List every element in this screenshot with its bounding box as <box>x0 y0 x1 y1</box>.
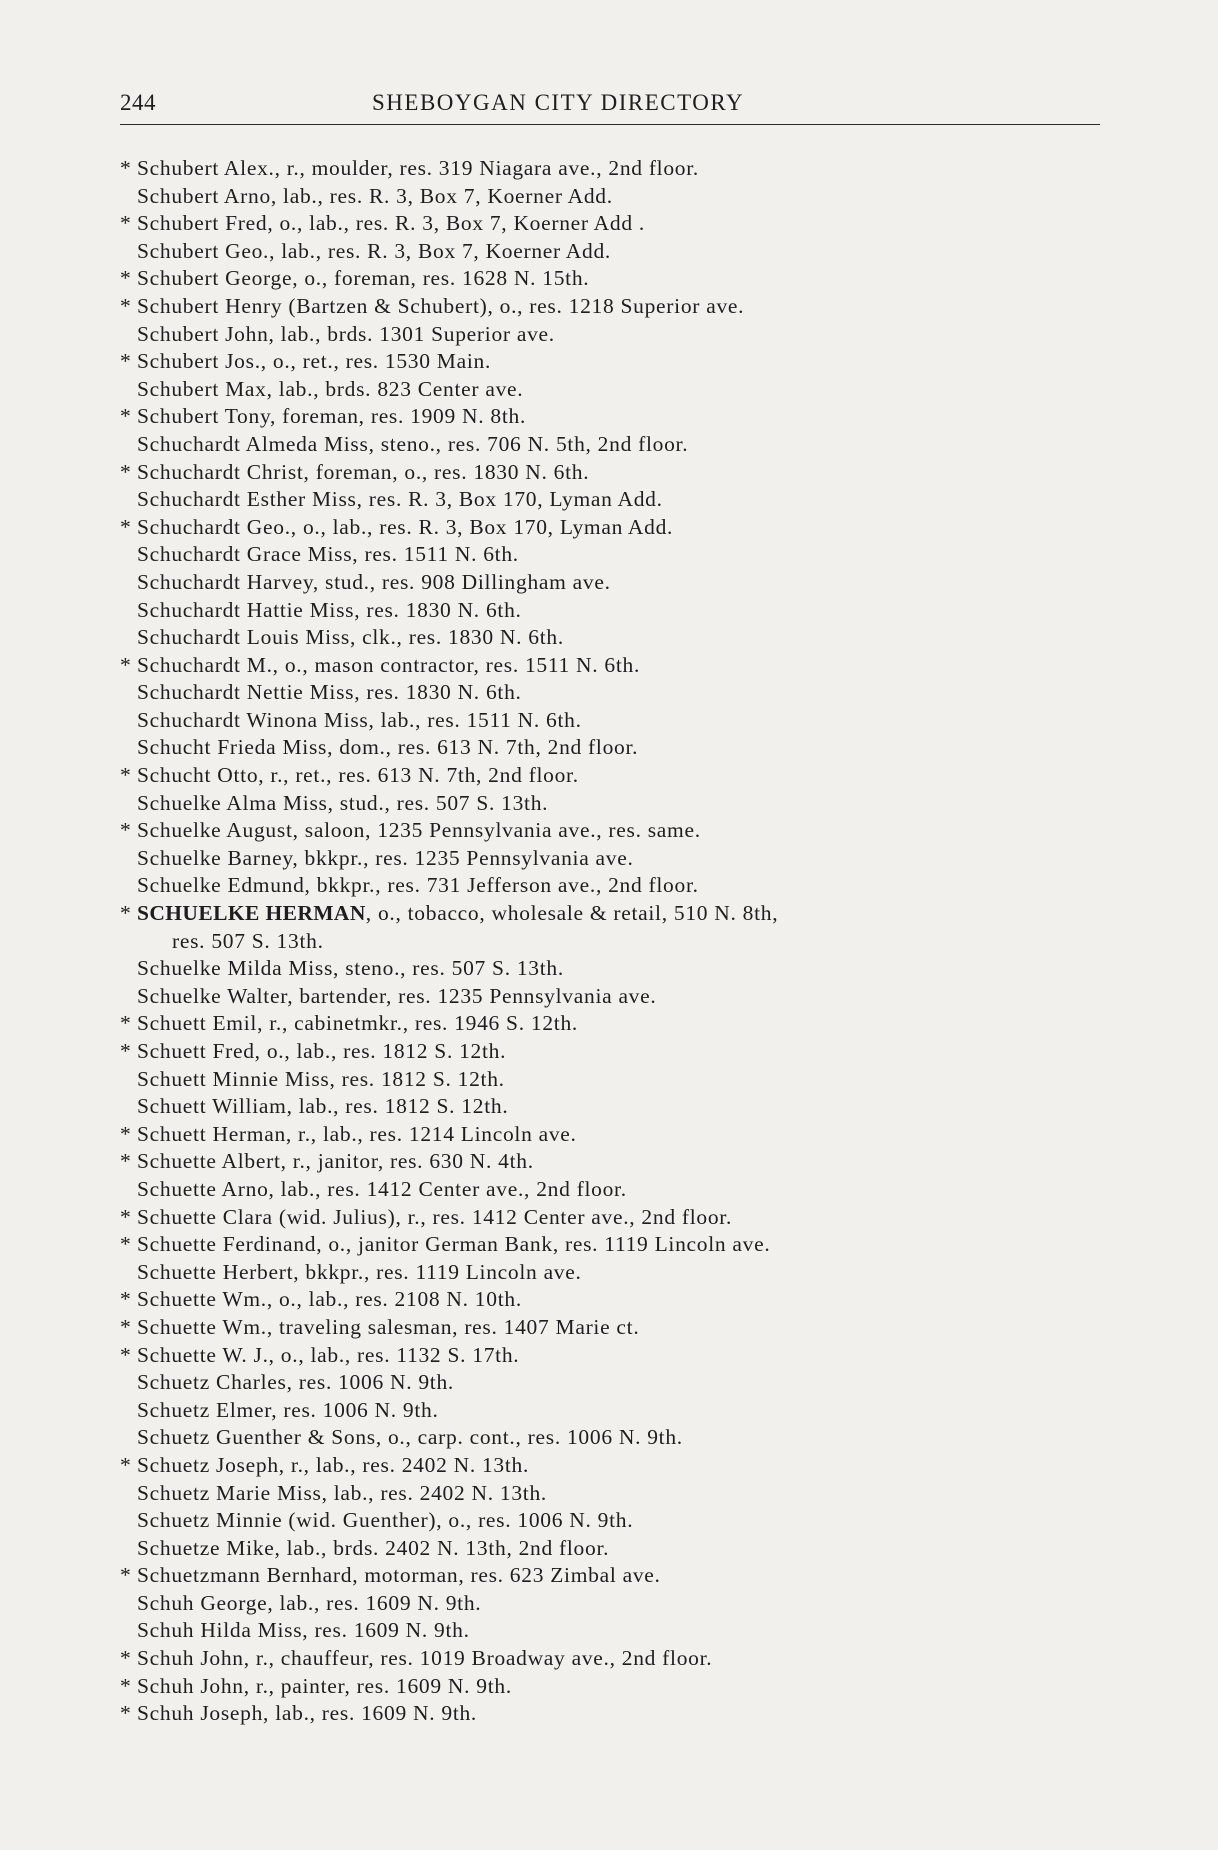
directory-entry <box>120 486 1110 514</box>
directory-entry <box>120 1590 1110 1618</box>
entry-details: Mike, lab., brds. 2402 N. 13th, 2nd floor. <box>220 1535 610 1560</box>
entry-details: Joseph, r., lab., res. 2402 N. 13th. <box>209 1452 530 1477</box>
entry-details: Joseph, lab., res. 1609 N. 9th. <box>194 1701 478 1726</box>
entry-surname: Schuchardt <box>137 569 241 594</box>
entry-surname: Schuette <box>137 1149 217 1174</box>
directory-entry <box>120 183 1110 211</box>
entry-details: Grace Miss, res. 1511 N. 6th. <box>240 542 519 567</box>
entry-surname: Schuette <box>137 1232 217 1257</box>
voter-mark: * <box>120 266 132 291</box>
entry-surname: Schuett <box>137 1066 207 1091</box>
directory-entry <box>120 1342 1110 1370</box>
entry-surname: Schuett <box>137 1039 207 1063</box>
entry-surname: Schuett <box>137 1094 207 1119</box>
entry-details: George, lab., res. 1609 N. 9th. <box>194 1590 482 1615</box>
directory-entry <box>120 1176 1110 1204</box>
directory-entry <box>120 900 1110 955</box>
entry-details: Henry (Bartzen & Schubert), o., res. 1218 Superior ave. <box>219 293 745 318</box>
entry-details: W. J., o., lab., res. 1132 S. 17th. <box>216 1342 520 1367</box>
directory-entry <box>120 1286 1110 1314</box>
entry-details: M., o., mason contractor, res. 1511 N. 6th. <box>240 652 641 677</box>
entry-surname: Schuetz <box>137 1452 210 1477</box>
entry-details: Emil, r., cabinetmkr., res. 1946 S. 12th. <box>206 1011 578 1036</box>
entry-surname: Schuchardt <box>137 597 241 622</box>
entry-details: George, o., foreman, res. 1628 N. 15th. <box>219 266 590 291</box>
entry-surname: Schuelke <box>137 845 222 870</box>
entry-details: Wm., o., lab., res. 2108 N. 10th. <box>216 1287 522 1312</box>
entry-details: Herman, r., lab., res. 1214 Lincoln ave. <box>206 1121 577 1146</box>
entry-surname: Schuchardt <box>137 707 241 732</box>
directory-entry <box>120 790 1110 818</box>
entry-details: Almeda Miss, steno., res. 706 N. 5th, 2nd floor. <box>240 431 689 456</box>
directory-entry <box>120 1700 1110 1728</box>
entry-surname: Schuelke <box>137 983 222 1008</box>
voter-mark: * <box>120 1673 132 1698</box>
entry-details: Otto, r., ret., res. 613 N. 7th, 2nd floor. <box>211 763 579 788</box>
entry-surname: SCHUELKE HERMAN <box>137 901 366 926</box>
entry-details: Milda Miss, steno., res. 507 S. 13th. <box>221 956 564 981</box>
entry-details: Walter, bartender, res. 1235 Pennsylvania ave. <box>221 983 657 1008</box>
entry-surname: Schubert <box>137 404 220 429</box>
directory-entries <box>120 155 1110 1728</box>
entry-surname: Schubert <box>137 238 220 263</box>
entry-details: Alex., r., moulder, res. 319 Niagara ave., 2nd floor. <box>219 156 699 180</box>
entry-details: Minnie (wid. Guenther), o., res. 1006 N. 9th. <box>209 1508 634 1533</box>
entry-details: Louis Miss, clk., res. 1830 N. 6th. <box>240 625 564 650</box>
entry-surname: Schuchardt <box>137 652 241 677</box>
entry-surname: Schuetz <box>137 1480 210 1505</box>
entry-details: John, lab., brds. 1301 Superior ave. <box>219 321 555 346</box>
entry-details: Barney, bkkpr., res. 1235 Pennsylvania ave. <box>221 845 634 870</box>
voter-mark: * <box>120 349 132 374</box>
entry-surname: Schuchardt <box>137 487 241 512</box>
directory-entry <box>120 1204 1110 1232</box>
directory-entry <box>120 1148 1110 1176</box>
directory-entry <box>120 514 1110 542</box>
voter-mark: * <box>120 1287 132 1312</box>
directory-entry <box>120 1397 1110 1425</box>
entry-surname: Schuh <box>137 1646 195 1671</box>
page-number: 244 <box>120 90 156 115</box>
entry-surname: Schubert <box>137 156 220 180</box>
directory-entry <box>120 955 1110 983</box>
entry-surname: Schuett <box>137 1121 207 1146</box>
entry-details: Marie Miss, lab., res. 2402 N. 13th. <box>209 1480 547 1505</box>
entry-surname: Schuelke <box>137 873 222 898</box>
entry-surname: Schuchardt <box>137 625 241 650</box>
entry-details: Christ, foreman, o., res. 1830 N. 6th. <box>240 459 590 484</box>
entry-surname: Schubert <box>137 266 220 291</box>
entry-surname: Schuette <box>137 1342 217 1367</box>
directory-entry <box>120 1507 1110 1535</box>
entry-details: Albert, r., janitor, res. 630 N. 4th. <box>216 1149 534 1174</box>
entry-surname: Schuetze <box>137 1535 221 1560</box>
entry-details: Hattie Miss, res. 1830 N. 6th. <box>240 597 522 622</box>
directory-entry <box>120 679 1110 707</box>
voter-mark: * <box>120 1039 132 1063</box>
voter-mark: * <box>120 156 132 180</box>
entry-surname: Schuchardt <box>137 514 241 539</box>
directory-entry <box>120 652 1110 680</box>
entry-surname: Schuchardt <box>137 680 241 705</box>
voter-mark: * <box>120 1232 132 1257</box>
entry-surname: Schuh <box>137 1618 195 1643</box>
entry-details: Alma Miss, stud., res. 507 S. 13th. <box>221 790 549 815</box>
directory-entry <box>120 238 1110 266</box>
entry-details: , o., tobacco, wholesale & retail, 510 N. 8th, <box>365 901 779 926</box>
directory-entry <box>120 1369 1110 1397</box>
entry-details: Edmund, bkkpr., res. 731 Jefferson ave., 2nd floor. <box>221 873 699 898</box>
entry-surname: Schuetz <box>137 1370 210 1395</box>
entry-details: Tony, foreman, res. 1909 N. 8th. <box>219 404 527 429</box>
entry-surname: Schuh <box>137 1590 195 1615</box>
voter-mark: * <box>120 459 132 484</box>
entry-surname: Schuchardt <box>137 459 241 484</box>
voter-mark: * <box>120 1314 132 1339</box>
directory-entry <box>120 1645 1110 1673</box>
entry-details: August, saloon, 1235 Pennsylvania ave., res. same. <box>221 818 701 843</box>
entry-surname: Schuette <box>137 1259 217 1284</box>
directory-entry <box>120 1480 1110 1508</box>
entry-surname: Schubert <box>137 349 220 374</box>
entry-details: Arno, lab., res. 1412 Center ave., 2nd floor. <box>216 1176 627 1201</box>
entry-details: John, r., painter, res. 1609 N. 9th. <box>194 1673 512 1698</box>
voter-mark: * <box>120 1563 132 1588</box>
entry-surname: Schuchardt <box>137 431 241 456</box>
entry-details: Arno, lab., res. R. 3, Box 7, Koerner Add. <box>219 183 613 208</box>
entry-surname: Schucht <box>137 735 212 760</box>
entry-details: Harvey, stud., res. 908 Dillingham ave. <box>240 569 611 594</box>
directory-entry <box>120 734 1110 762</box>
directory-entry <box>120 762 1110 790</box>
directory-entry <box>120 1010 1110 1038</box>
entry-details: Geo., lab., res. R. 3, Box 7, Koerner Add. <box>219 238 611 263</box>
directory-entry <box>120 321 1110 349</box>
voter-mark: * <box>120 293 132 318</box>
directory-entry <box>120 624 1110 652</box>
directory-entry <box>120 597 1110 625</box>
entry-details: Ferdinand, o., janitor German Bank, res. 1119 Lincoln ave. <box>216 1232 771 1257</box>
voter-mark: * <box>120 404 132 429</box>
voter-mark: * <box>120 901 132 926</box>
directory-entry <box>120 872 1110 900</box>
entry-surname: Schuett <box>137 1011 207 1036</box>
entry-surname: Schubert <box>137 376 220 401</box>
directory-entry <box>120 1562 1110 1590</box>
directory-entry <box>120 1452 1110 1480</box>
directory-entry <box>120 1121 1110 1149</box>
voter-mark: * <box>120 1204 132 1229</box>
directory-entry <box>120 1093 1110 1121</box>
entry-continuation: res. 507 S. 13th. <box>172 928 324 953</box>
entry-surname: Schuchardt <box>137 542 241 567</box>
entry-details: Frieda Miss, dom., res. 613 N. 7th, 2nd floor. <box>211 735 639 760</box>
directory-entry <box>120 155 1110 183</box>
entry-surname: Schuette <box>137 1176 217 1201</box>
voter-mark: * <box>120 1646 132 1671</box>
voter-mark: * <box>120 1701 132 1726</box>
entry-details: Hilda Miss, res. 1609 N. 9th. <box>194 1618 470 1643</box>
entry-surname: Schuelke <box>137 818 222 843</box>
entry-surname: Schuetz <box>137 1397 210 1422</box>
directory-entry <box>120 403 1110 431</box>
voter-mark: * <box>120 1342 132 1367</box>
voter-mark: * <box>120 211 132 236</box>
directory-entry <box>120 541 1110 569</box>
directory-entry <box>120 845 1110 873</box>
entry-surname: Schuette <box>137 1287 217 1312</box>
voter-mark: * <box>120 1011 132 1036</box>
entry-details: Elmer, res. 1006 N. 9th. <box>209 1397 439 1422</box>
entry-surname: Schuelke <box>137 790 222 815</box>
directory-entry <box>120 1617 1110 1645</box>
entry-surname: Schuh <box>137 1701 195 1726</box>
entry-details: Minnie Miss, res. 1812 S. 12th. <box>206 1066 505 1091</box>
directory-entry <box>120 1066 1110 1094</box>
entry-surname: Schubert <box>137 211 220 236</box>
voter-mark: * <box>120 818 132 843</box>
entry-details: Fred, o., lab., res. R. 3, Box 7, Koerner Add . <box>219 211 645 236</box>
directory-entry <box>120 265 1110 293</box>
directory-entry <box>120 293 1110 321</box>
entry-surname: Schubert <box>137 293 220 318</box>
entry-surname: Schubert <box>137 183 220 208</box>
directory-entry <box>120 983 1110 1011</box>
directory-entry <box>120 569 1110 597</box>
entry-details: Winona Miss, lab., res. 1511 N. 6th. <box>240 707 582 732</box>
directory-entry <box>120 817 1110 845</box>
entry-details: Esther Miss, res. R. 3, Box 170, Lyman Add. <box>240 487 663 512</box>
entry-details: Guenther & Sons, o., carp. cont., res. 1006 N. 9th. <box>209 1425 683 1450</box>
voter-mark: * <box>120 1149 132 1174</box>
entry-surname: Schuette <box>137 1314 217 1339</box>
entry-details: Clara (wid. Julius), r., res. 1412 Center ave., 2nd floor. <box>216 1204 733 1229</box>
entry-surname: Schuetz <box>137 1508 210 1533</box>
entry-details: Wm., traveling salesman, res. 1407 Marie ct. <box>216 1314 640 1339</box>
directory-entry <box>120 1673 1110 1701</box>
directory-entry <box>120 1231 1110 1259</box>
entry-surname: Schuh <box>137 1673 195 1698</box>
page-header <box>120 90 1100 125</box>
entry-surname: Schuetzmann <box>137 1563 261 1588</box>
directory-entry <box>120 376 1110 404</box>
entry-details: Geo., o., lab., res. R. 3, Box 170, Lyman Add. <box>240 514 674 539</box>
directory-entry <box>120 1314 1110 1342</box>
entry-surname: Schuetz <box>137 1425 210 1450</box>
directory-entry <box>120 707 1110 735</box>
voter-mark: * <box>120 1121 132 1146</box>
voter-mark: * <box>120 1452 132 1477</box>
entry-details: John, r., chauffeur, res. 1019 Broadway ave., 2nd floor. <box>194 1646 713 1671</box>
directory-entry <box>120 348 1110 376</box>
directory-entry <box>120 1424 1110 1452</box>
voter-mark: * <box>120 514 132 539</box>
entry-details: Nettie Miss, res. 1830 N. 6th. <box>240 680 522 705</box>
entry-details: Max, lab., brds. 823 Center ave. <box>219 376 524 401</box>
voter-mark: * <box>120 652 132 677</box>
directory-entry <box>120 1038 1110 1066</box>
entry-details: Herbert, bkkpr., res. 1119 Lincoln ave. <box>216 1259 582 1284</box>
entry-surname: Schuelke <box>137 956 222 981</box>
entry-details: Charles, res. 1006 N. 9th. <box>209 1370 454 1395</box>
entry-details: Fred, o., lab., res. 1812 S. 12th. <box>206 1039 507 1063</box>
entry-details: William, lab., res. 1812 S. 12th. <box>206 1094 509 1119</box>
entry-details: Bernhard, motorman, res. 623 Zimbal ave. <box>260 1563 661 1588</box>
directory-entry <box>120 431 1110 459</box>
running-title: SHEBOYGAN CITY DIRECTORY <box>372 90 745 115</box>
directory-entry <box>120 459 1110 487</box>
entry-surname: Schucht <box>137 763 212 788</box>
voter-mark: * <box>120 763 132 788</box>
directory-entry <box>120 1259 1110 1287</box>
directory-entry <box>120 210 1110 238</box>
directory-entry <box>120 1535 1110 1563</box>
entry-details: Jos., o., ret., res. 1530 Main. <box>219 349 492 374</box>
entry-surname: Schuette <box>137 1204 217 1229</box>
entry-surname: Schubert <box>137 321 220 346</box>
